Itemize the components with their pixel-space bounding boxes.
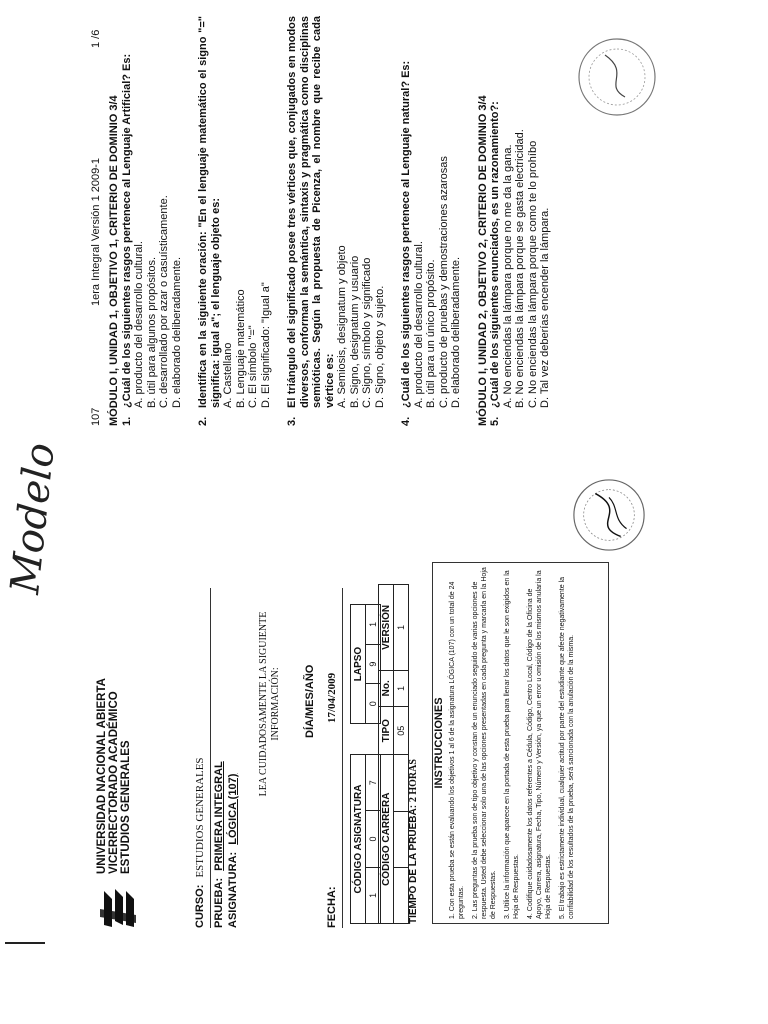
curso-block xyxy=(160,588,211,928)
official-stamp-icon xyxy=(570,476,648,554)
option: B. Lenguaje matemático xyxy=(234,289,247,408)
question-item xyxy=(286,16,336,426)
option: C. El símbolo "=" xyxy=(247,325,259,408)
scan-mark-line xyxy=(5,942,45,944)
option: C. desarrollado por azar o casuísticamente. xyxy=(158,195,170,408)
header-page: 1 /6 xyxy=(90,29,102,48)
no-header: No. xyxy=(379,670,394,706)
option: C. producto de pruebas y demostraciones azarosas xyxy=(437,156,450,408)
option: A. producto del desarrollo cultural. xyxy=(412,241,425,408)
question-number: 1. xyxy=(120,416,133,426)
una-logo-icon xyxy=(98,887,138,929)
option: D. El significado: "Igual a" xyxy=(259,282,272,408)
option: A. Semiosis, designatum y objeto xyxy=(336,245,348,408)
question-number: 3. xyxy=(286,416,298,426)
option: A. producto del desarrollo cultural. xyxy=(133,241,145,408)
option: C. Signo, símbolo y significado xyxy=(361,257,373,408)
fecha-header: DÍA/MES/AÑO xyxy=(304,664,316,738)
question-number: 2. xyxy=(197,416,209,426)
lapso-digit: 0 xyxy=(366,684,381,724)
tipo-value: 05 xyxy=(394,706,409,755)
tiempo-prueba xyxy=(408,759,419,924)
options-list xyxy=(133,16,183,408)
options-list xyxy=(502,16,552,408)
fecha-value: 17/04/2009 xyxy=(326,672,338,723)
lea-notice: LEA CUIDADOSAMENTE LA SIGUIENTE INFORMACIÓN: xyxy=(258,611,281,797)
curso-label: CURSO: xyxy=(194,884,206,928)
codigo-carrera-header: CÓDIGO CARRERA xyxy=(379,755,394,924)
lapso-digit: 9 xyxy=(366,644,381,684)
question-number: 4. xyxy=(400,416,412,426)
codigo-asignatura-digit: 1 xyxy=(366,867,381,923)
question-text: ¿Cuál de los siguientes rasgos pertenece al Lenguaje Artificial? Es: xyxy=(120,53,133,408)
fecha-label: FECHA: xyxy=(326,886,338,928)
carrera-digit xyxy=(394,811,409,867)
tiempo-value: 2 HORAS xyxy=(408,759,419,803)
option: D. elaborado deliberadamente. xyxy=(170,256,183,408)
prueba-label: PRUEBA: xyxy=(213,877,225,928)
tipo-header: TIPO xyxy=(379,706,394,755)
option: B. No enciendas la lámpara porque se gasta electricidad. xyxy=(514,129,526,408)
lapso-table xyxy=(350,604,381,724)
version-header: VERSIÓN xyxy=(379,585,394,671)
asignatura-label: ASIGNATURA: xyxy=(227,851,239,928)
section-title: MÓDULO I, UNIDAD 1, OBJETIVO 1, CRITERIO DE DOMINIO 3/4 xyxy=(108,95,120,426)
codigo-asignatura-header: CÓDIGO ASIGNATURA xyxy=(351,755,366,924)
curso-value: ESTUDIOS GENERALES xyxy=(194,757,206,878)
question-text: El triángulo del significado posee tres vértices que, conjugados en modos diversos, conforman la semántica, sintaxis y pragmática como disciplinas semióticas. Según la propuesta de Picenza, el nombre que recibe cada vértice es: xyxy=(286,16,336,408)
vicerrectorado: VICERRECTORADO ACADÉMICO xyxy=(108,691,120,874)
codigo-asignatura-digit: 7 xyxy=(366,755,381,811)
section-title: MÓDULO I, UNIDAD 2, OBJETIVO 2, CRITERIO DE DOMINIO 3/4 xyxy=(476,95,489,426)
codigo-asignatura-digit: 0 xyxy=(366,811,381,867)
option: C. No enciendas la lámpara porque como te lo prohíbo xyxy=(526,140,539,408)
carrera-digit xyxy=(394,867,409,923)
no-value: 1 xyxy=(394,670,409,706)
option: B. útil para algunos propósitos. xyxy=(145,256,158,408)
options-list xyxy=(413,16,463,408)
lapso-header: LAPSO xyxy=(351,605,366,724)
options-list xyxy=(336,16,386,408)
option: D. Signo, objeto y sujeto. xyxy=(373,285,386,408)
option: B. Signo, designatum y usuario xyxy=(348,255,361,408)
option: A. No enciendas la lámpara porque no me da la gana. xyxy=(501,144,514,408)
option: B. útil para un único propósito. xyxy=(425,259,437,408)
question-text: ¿Cuál de los siguientes rasgos pertenece al Lenguaje natural? Es: xyxy=(400,60,412,408)
questions-area xyxy=(108,16,566,426)
estudios-generales: ESTUDIOS GENERALES xyxy=(120,740,132,874)
carrera-table xyxy=(378,584,409,924)
header-code: 107 xyxy=(90,407,102,426)
instruction-item: 3. Utilice la información que aparece en la portada de esta prueba para llenar los datos que le son exigidos en la Hoja de Respuestas. xyxy=(504,570,520,919)
question-item xyxy=(489,16,502,426)
instrucciones-box xyxy=(432,562,609,924)
university-header xyxy=(96,678,132,874)
fecha-block xyxy=(292,588,343,928)
handwritten-note: Modelo xyxy=(2,440,64,596)
question-text: Identifica en la siguiente oración: "En el lenguaje matemático el signo "=" significa: igual a"; el lenguaje objeto es: xyxy=(197,16,222,408)
instruction-item: 4. Codifique cuidadosamente los datos referentes a Cédula, Código, Centro Local, Código de la Oficina de Apoyo, Carrera, asignatura, Fecha, Tipo, Número y Versión, ya que un error u omisión de los mismos anularía la Hoja de Respuestas. xyxy=(527,570,552,919)
instruction-item: 1. Con esta prueba se están evaluando los objetivos 1 al 6 de la asignatura LÓGICA (107) con un total de 24 preguntas. xyxy=(449,581,465,919)
instruction-item: 2. Las preguntas de la prueba son de tipo objetivo y constan de un enunciado seguido de varias opciones de respuesta. Usted debe seleccionar solo una de las opciones presentadas en cada pregunta y marcarla en la Hoja de Respuestas. xyxy=(472,567,497,919)
version-value: 1 xyxy=(394,585,409,671)
tiempo-label: TIEMPO DE LA PRUEBA: xyxy=(408,804,419,924)
prueba-value: PRIMERA INTEGRAL xyxy=(213,761,225,871)
university-name: UNIVERSIDAD NACIONAL ABIERTA xyxy=(96,678,108,874)
option: A. Castellano xyxy=(222,342,234,408)
prueba-block xyxy=(212,761,240,928)
codigo-asignatura-table xyxy=(350,754,381,924)
question-item xyxy=(400,16,413,426)
official-stamp-icon xyxy=(575,35,659,119)
question-item xyxy=(121,16,134,426)
options-list xyxy=(222,16,272,408)
question-number: 5. xyxy=(489,416,501,426)
header-version: 1era Integral Versión 1 2009-1 xyxy=(90,158,102,306)
question-item xyxy=(197,16,222,426)
option: D. Tal vez deberías encender la lámpara. xyxy=(539,207,551,408)
option: D. elaborado deliberadamente. xyxy=(450,256,462,408)
question-text: ¿Cuál de los siguientes enunciados, es un razonamiento?: xyxy=(489,101,501,408)
instruction-item: 5. El trabajo es estrictamente individual, cualquier actitud por parte del estudiante que afecte negativamente la confiabilidad de los resultados de la prueba, será sancionada con la anulación de la misma. xyxy=(559,576,575,919)
carrera-digit xyxy=(394,755,409,811)
asignatura-value: LÓGICA (107) xyxy=(227,773,239,845)
lapso-digit: 1 xyxy=(366,605,381,645)
instrucciones-title: INSTRUCCIONES xyxy=(433,697,445,789)
